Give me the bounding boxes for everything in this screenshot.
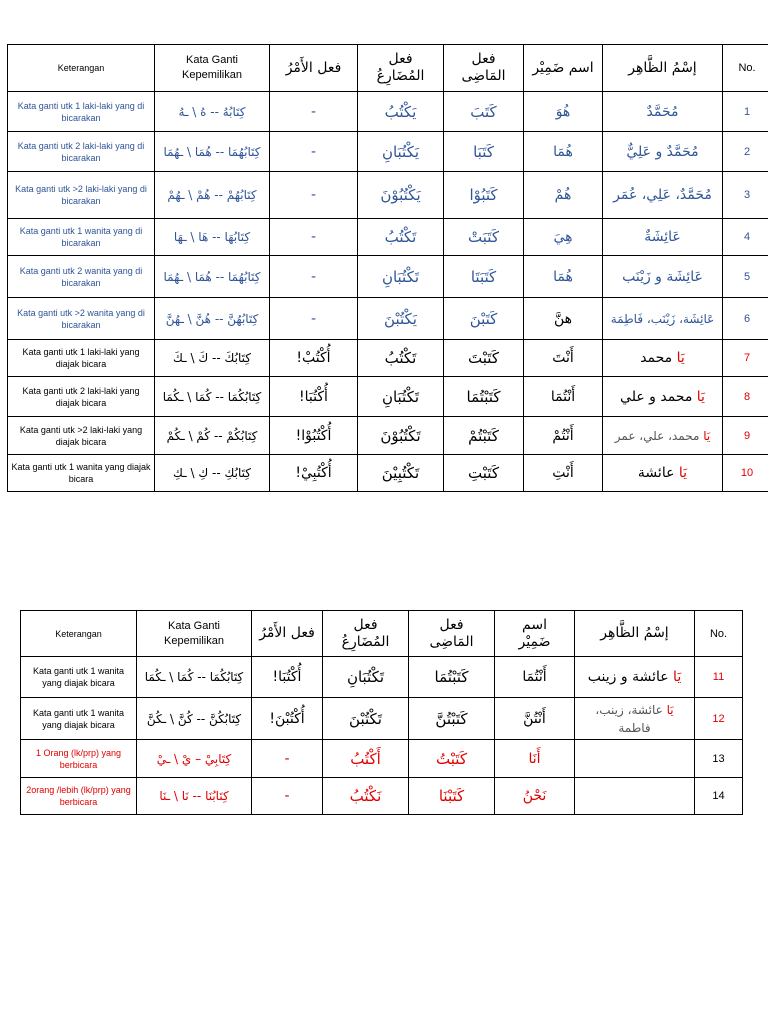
header-mudhari-line2: المُضَارِعُ	[341, 633, 390, 650]
row-keterangan: Kata ganti utk 1 wanita yang diajak bicara	[21, 698, 137, 740]
row-number: 6	[723, 298, 768, 340]
header-kata-ganti-line1: Kata Ganti	[186, 54, 238, 66]
row-keterangan: Kata ganti utk >2 wanita yang di bicarakan	[8, 298, 155, 340]
row-number: 13	[695, 740, 743, 778]
table-header-row	[8, 45, 768, 92]
row-number: 1	[723, 92, 768, 132]
row-fiil-madhi: كَتَبْتُ	[409, 740, 495, 778]
row-number: 9	[723, 417, 768, 455]
row-keterangan: 1 Orang (lk/prp) yang berbicara	[21, 740, 137, 778]
row-kata-ganti: كِتَابُهُمَا -- هُمَا \ ـهُمَا	[155, 132, 270, 172]
table-row	[8, 92, 768, 132]
row-fiil-mudhari: نَكْتُبُ	[323, 778, 409, 815]
vocative-ya: يَا	[673, 669, 682, 685]
pronoun-table-1	[7, 44, 768, 492]
row-kata-ganti: كِتَابِيْ – يْ \ ـيْ	[137, 740, 252, 778]
row-kata-ganti: كِتَابُكُمَا -- كُمَا \ ـكُمَا	[155, 377, 270, 417]
row-isim-zahir	[603, 417, 723, 455]
row-isim-dhamir: أَنْتُمَا	[524, 377, 603, 417]
row-fiil-mudhari: تَكْتُبُ	[358, 219, 444, 256]
row-fiil-madhi: كَتَبُوْا	[444, 172, 524, 219]
table-row	[8, 417, 768, 455]
row-isim-dhamir: هُمَا	[524, 132, 603, 172]
row-isim-zahir: مُحَمَّدٌ و عَلِيٌّ	[603, 132, 723, 172]
row-isim-dhamir: أَنْتُمَا	[495, 657, 575, 698]
row-isim-zahir: مُحَمَّدٌ، عَلِي، عُمَر	[603, 172, 723, 219]
row-isim-dhamir: هنَّ	[524, 298, 603, 340]
row-number: 11	[695, 657, 743, 698]
row-keterangan: Kata ganti utk 1 wanita yang diajak bicara	[8, 455, 155, 492]
row-kata-ganti: كِتَابُنَا -- نَا \ ـنَا	[137, 778, 252, 815]
table-row	[21, 740, 743, 778]
header-keterangan: Keterangan	[8, 45, 155, 92]
row-fiil-mudhari: تَكْتُبُ	[358, 340, 444, 377]
header-keterangan: Keterangan	[21, 611, 137, 657]
row-isim-dhamir: هُوَ	[524, 92, 603, 132]
row-isim-zahir	[575, 657, 695, 698]
row-isim-zahir	[603, 455, 723, 492]
header-kata-ganti-line2: Kepemilikan	[164, 634, 224, 647]
header-mudhari-line1: فعل	[353, 616, 378, 633]
row-kata-ganti: كِتَابُكُنَّ -- كُنَّ \ ـكُنَّ	[137, 698, 252, 740]
row-fiil-amr: -	[270, 172, 358, 219]
row-isim-dhamir: أَنْتُمْ	[524, 417, 603, 455]
row-number: 4	[723, 219, 768, 256]
row-isim-dhamir: أَنْتِ	[524, 455, 603, 492]
table-row	[21, 657, 743, 698]
row-isim-dhamir: نَحْنُ	[495, 778, 575, 815]
row-fiil-mudhari: تَكْتُبْنَ	[323, 698, 409, 740]
row-fiil-madhi: كَتَبَتْ	[444, 219, 524, 256]
zahir-name: عائشة، زينب، فاطمة	[595, 702, 663, 735]
header-fiil-amr: فعل الأَمْرُ	[252, 611, 323, 657]
row-kata-ganti: كِتَابُكِ -- كِ \ ـكِ	[155, 455, 270, 492]
zahir-name: محمد، علي، عمر	[614, 428, 700, 443]
header-no: No.	[695, 611, 743, 657]
row-fiil-mudhari: يَكْتُبُ	[358, 92, 444, 132]
header-isim-dhamir	[495, 611, 575, 657]
row-keterangan: Kata ganti utk >2 laki-laki yang diajak bicara	[8, 417, 155, 455]
table-row	[8, 219, 768, 256]
row-fiil-amr: -	[270, 219, 358, 256]
row-fiil-amr: أُكْتُبِيْ!	[270, 455, 358, 492]
table-row	[8, 132, 768, 172]
row-number: 12	[695, 698, 743, 740]
row-isim-dhamir: أَنَا	[495, 740, 575, 778]
header-no: No.	[723, 45, 768, 92]
zahir-name: محمد و علي	[620, 388, 693, 405]
row-fiil-mudhari: تَكْتُبَانِ	[323, 657, 409, 698]
row-keterangan: 2orang /lebih (lk/prp) yang berbicara	[21, 778, 137, 815]
row-kata-ganti: كِتَابُهَا -- هَا \ ـهَا	[155, 219, 270, 256]
row-fiil-amr: -	[270, 298, 358, 340]
table-row	[8, 455, 768, 492]
row-fiil-madhi: كَتَبْنَا	[409, 778, 495, 815]
zahir-name: عائشة	[637, 465, 675, 481]
row-isim-dhamir: أَنْتَ	[524, 340, 603, 377]
row-isim-zahir: عَائِشَةٌ	[603, 219, 723, 256]
row-fiil-amr: -	[252, 740, 323, 778]
row-keterangan: Kata ganti utk 2 laki-laki yang diajak bicara	[8, 377, 155, 417]
header-kata-ganti	[137, 611, 252, 657]
row-fiil-madhi: كَتَبْنَ	[444, 298, 524, 340]
row-isim-dhamir: هُمْ	[524, 172, 603, 219]
row-isim-dhamir: أَنْتُنَّ	[495, 698, 575, 740]
header-fiil-madhi	[409, 611, 495, 657]
header-isim-zahir: إسْمُ الظَّاهِر	[575, 611, 695, 657]
row-fiil-amr: -	[270, 256, 358, 298]
row-isim-zahir: مُحَمَّدٌ	[603, 92, 723, 132]
row-number: 2	[723, 132, 768, 172]
header-kata-ganti-line2: Kepemilikan	[182, 69, 242, 81]
row-fiil-madhi: كَتَبْتُمَا	[409, 657, 495, 698]
row-keterangan: Kata ganti utk 1 wanita yang diajak bicara	[21, 657, 137, 698]
row-fiil-madhi: كَتَبْتِ	[444, 455, 524, 492]
vocative-ya: يَا	[703, 428, 711, 443]
row-fiil-amr: أُكْتُبَا!	[270, 377, 358, 417]
row-fiil-amr: أُكْتُبُوْا!	[270, 417, 358, 455]
vocative-ya: يَا	[666, 702, 674, 717]
row-kata-ganti: كِتَابُهُمْ -- هُمْ \ ـهُمْ	[155, 172, 270, 219]
row-kata-ganti: كِتَابُهُنَّ -- هُنَّ \ ـهُنَّ	[155, 298, 270, 340]
row-fiil-mudhari: تَكْتُبَانِ	[358, 256, 444, 298]
row-number: 8	[723, 377, 768, 417]
row-fiil-mudhari: تَكْتُبُوْنَ	[358, 417, 444, 455]
table-row	[21, 698, 743, 740]
row-isim-zahir: عَائِشَة و زَيْنَب	[603, 256, 723, 298]
row-fiil-amr: أُكْتُبْنَ!	[252, 698, 323, 740]
header-isim-dhamir: اسم ضَمِيْر	[524, 45, 603, 92]
header-madhi-line1: فعل	[439, 616, 464, 633]
vocative-ya: يَا	[696, 388, 705, 405]
row-fiil-mudhari: يَكْتُبَانِ	[358, 132, 444, 172]
row-number: 5	[723, 256, 768, 298]
table-row	[8, 340, 768, 377]
table-row	[8, 298, 768, 340]
row-kata-ganti: كِتَابُهُمَا -- هُمَا \ ـهُمَا	[155, 256, 270, 298]
row-fiil-mudhari: يَكْتُبْنَ	[358, 298, 444, 340]
header-isim-zahir: إسْمُ الظَّاهِر	[603, 45, 723, 92]
row-fiil-amr: أُكْتُبَا!	[252, 657, 323, 698]
row-kata-ganti: كِتَابُكَ -- كَ \ ـكَ	[155, 340, 270, 377]
row-fiil-amr: -	[270, 132, 358, 172]
row-isim-zahir	[603, 340, 723, 377]
row-fiil-madhi: كَتَبْتُمَا	[444, 377, 524, 417]
header-fiil-amr: فعل الأَمْرُ	[270, 45, 358, 92]
row-isim-zahir	[603, 377, 723, 417]
header-fiil-mudhari	[323, 611, 409, 657]
row-keterangan: Kata ganti utk 1 laki-laki yang di bicarakan	[8, 92, 155, 132]
vocative-ya: يَا	[676, 350, 685, 366]
table-row	[8, 377, 768, 417]
row-keterangan: Kata ganti utk 2 laki-laki yang di bicarakan	[8, 132, 155, 172]
row-isim-zahir	[575, 740, 695, 778]
row-fiil-madhi: كَتَبَا	[444, 132, 524, 172]
row-keterangan: Kata ganti utk 2 wanita yang di bicarakan	[8, 256, 155, 298]
header-dhamir-line2: ضَمِيْر	[518, 633, 551, 650]
row-isim-zahir	[575, 778, 695, 815]
zahir-name: محمد	[640, 350, 673, 366]
header-mudhari-line2: المُضَارِعُ	[376, 68, 425, 84]
header-dhamir-line1: اسم	[522, 616, 547, 633]
row-isim-zahir	[575, 698, 695, 740]
row-number: 14	[695, 778, 743, 815]
header-fiil-madhi	[444, 45, 524, 92]
row-fiil-madhi: كَتَبَ	[444, 92, 524, 132]
row-isim-dhamir: هُمَا	[524, 256, 603, 298]
row-kata-ganti: كِتَابُكُمَا -- كُمَا \ ـكُمَا	[137, 657, 252, 698]
row-fiil-amr: أُكْتُبْ!	[270, 340, 358, 377]
row-fiil-mudhari: أَكْتُبُ	[323, 740, 409, 778]
row-fiil-amr: -	[270, 92, 358, 132]
row-keterangan: Kata ganti utk >2 laki-laki yang di bicarakan	[8, 172, 155, 219]
row-isim-zahir: عَائِشَة، زَيْنَب، فَاطِمَة	[603, 298, 723, 340]
zahir-name: عائشة و زينب	[587, 669, 669, 685]
row-fiil-mudhari: يَكْتُبُوْنَ	[358, 172, 444, 219]
table-row	[21, 778, 743, 815]
header-madhi-line1: فعل	[471, 51, 496, 67]
row-number: 7	[723, 340, 768, 377]
vocative-ya: يَا	[678, 465, 688, 481]
header-kata-ganti	[155, 45, 270, 92]
row-keterangan: Kata ganti utk 1 laki-laki yang diajak bicara	[8, 340, 155, 377]
row-fiil-mudhari: تَكْتُبِيْنَ	[358, 455, 444, 492]
header-mudhari-line1: فعل	[388, 51, 413, 67]
row-fiil-mudhari: تَكْتُبَانِ	[358, 377, 444, 417]
row-fiil-madhi: كَتَبْتَ	[444, 340, 524, 377]
row-kata-ganti: كِتَابُهُ -- هُ \ ـهُ	[155, 92, 270, 132]
row-number: 3	[723, 172, 768, 219]
header-madhi-line2: المَاضِى	[429, 633, 474, 650]
row-fiil-madhi: كَتَبْتُمْ	[444, 417, 524, 455]
table-row	[8, 256, 768, 298]
table-row	[8, 172, 768, 219]
row-number: 10	[723, 455, 768, 492]
header-madhi-line2: المَاضِى	[461, 68, 506, 84]
pronoun-table-2	[20, 610, 743, 815]
row-keterangan: Kata ganti utk 1 wanita yang di bicarakan	[8, 219, 155, 256]
table-header-row	[21, 611, 743, 657]
row-isim-dhamir: هِيَ	[524, 219, 603, 256]
row-kata-ganti: كِتَابُكُمْ -- كُمْ \ ـكُمْ	[155, 417, 270, 455]
row-fiil-madhi: كَتَبَتَا	[444, 256, 524, 298]
row-fiil-madhi: كَتَبْتُنَّ	[409, 698, 495, 740]
row-fiil-amr: -	[252, 778, 323, 815]
header-kata-ganti-line1: Kata Ganti	[168, 619, 220, 632]
header-fiil-mudhari	[358, 45, 444, 92]
